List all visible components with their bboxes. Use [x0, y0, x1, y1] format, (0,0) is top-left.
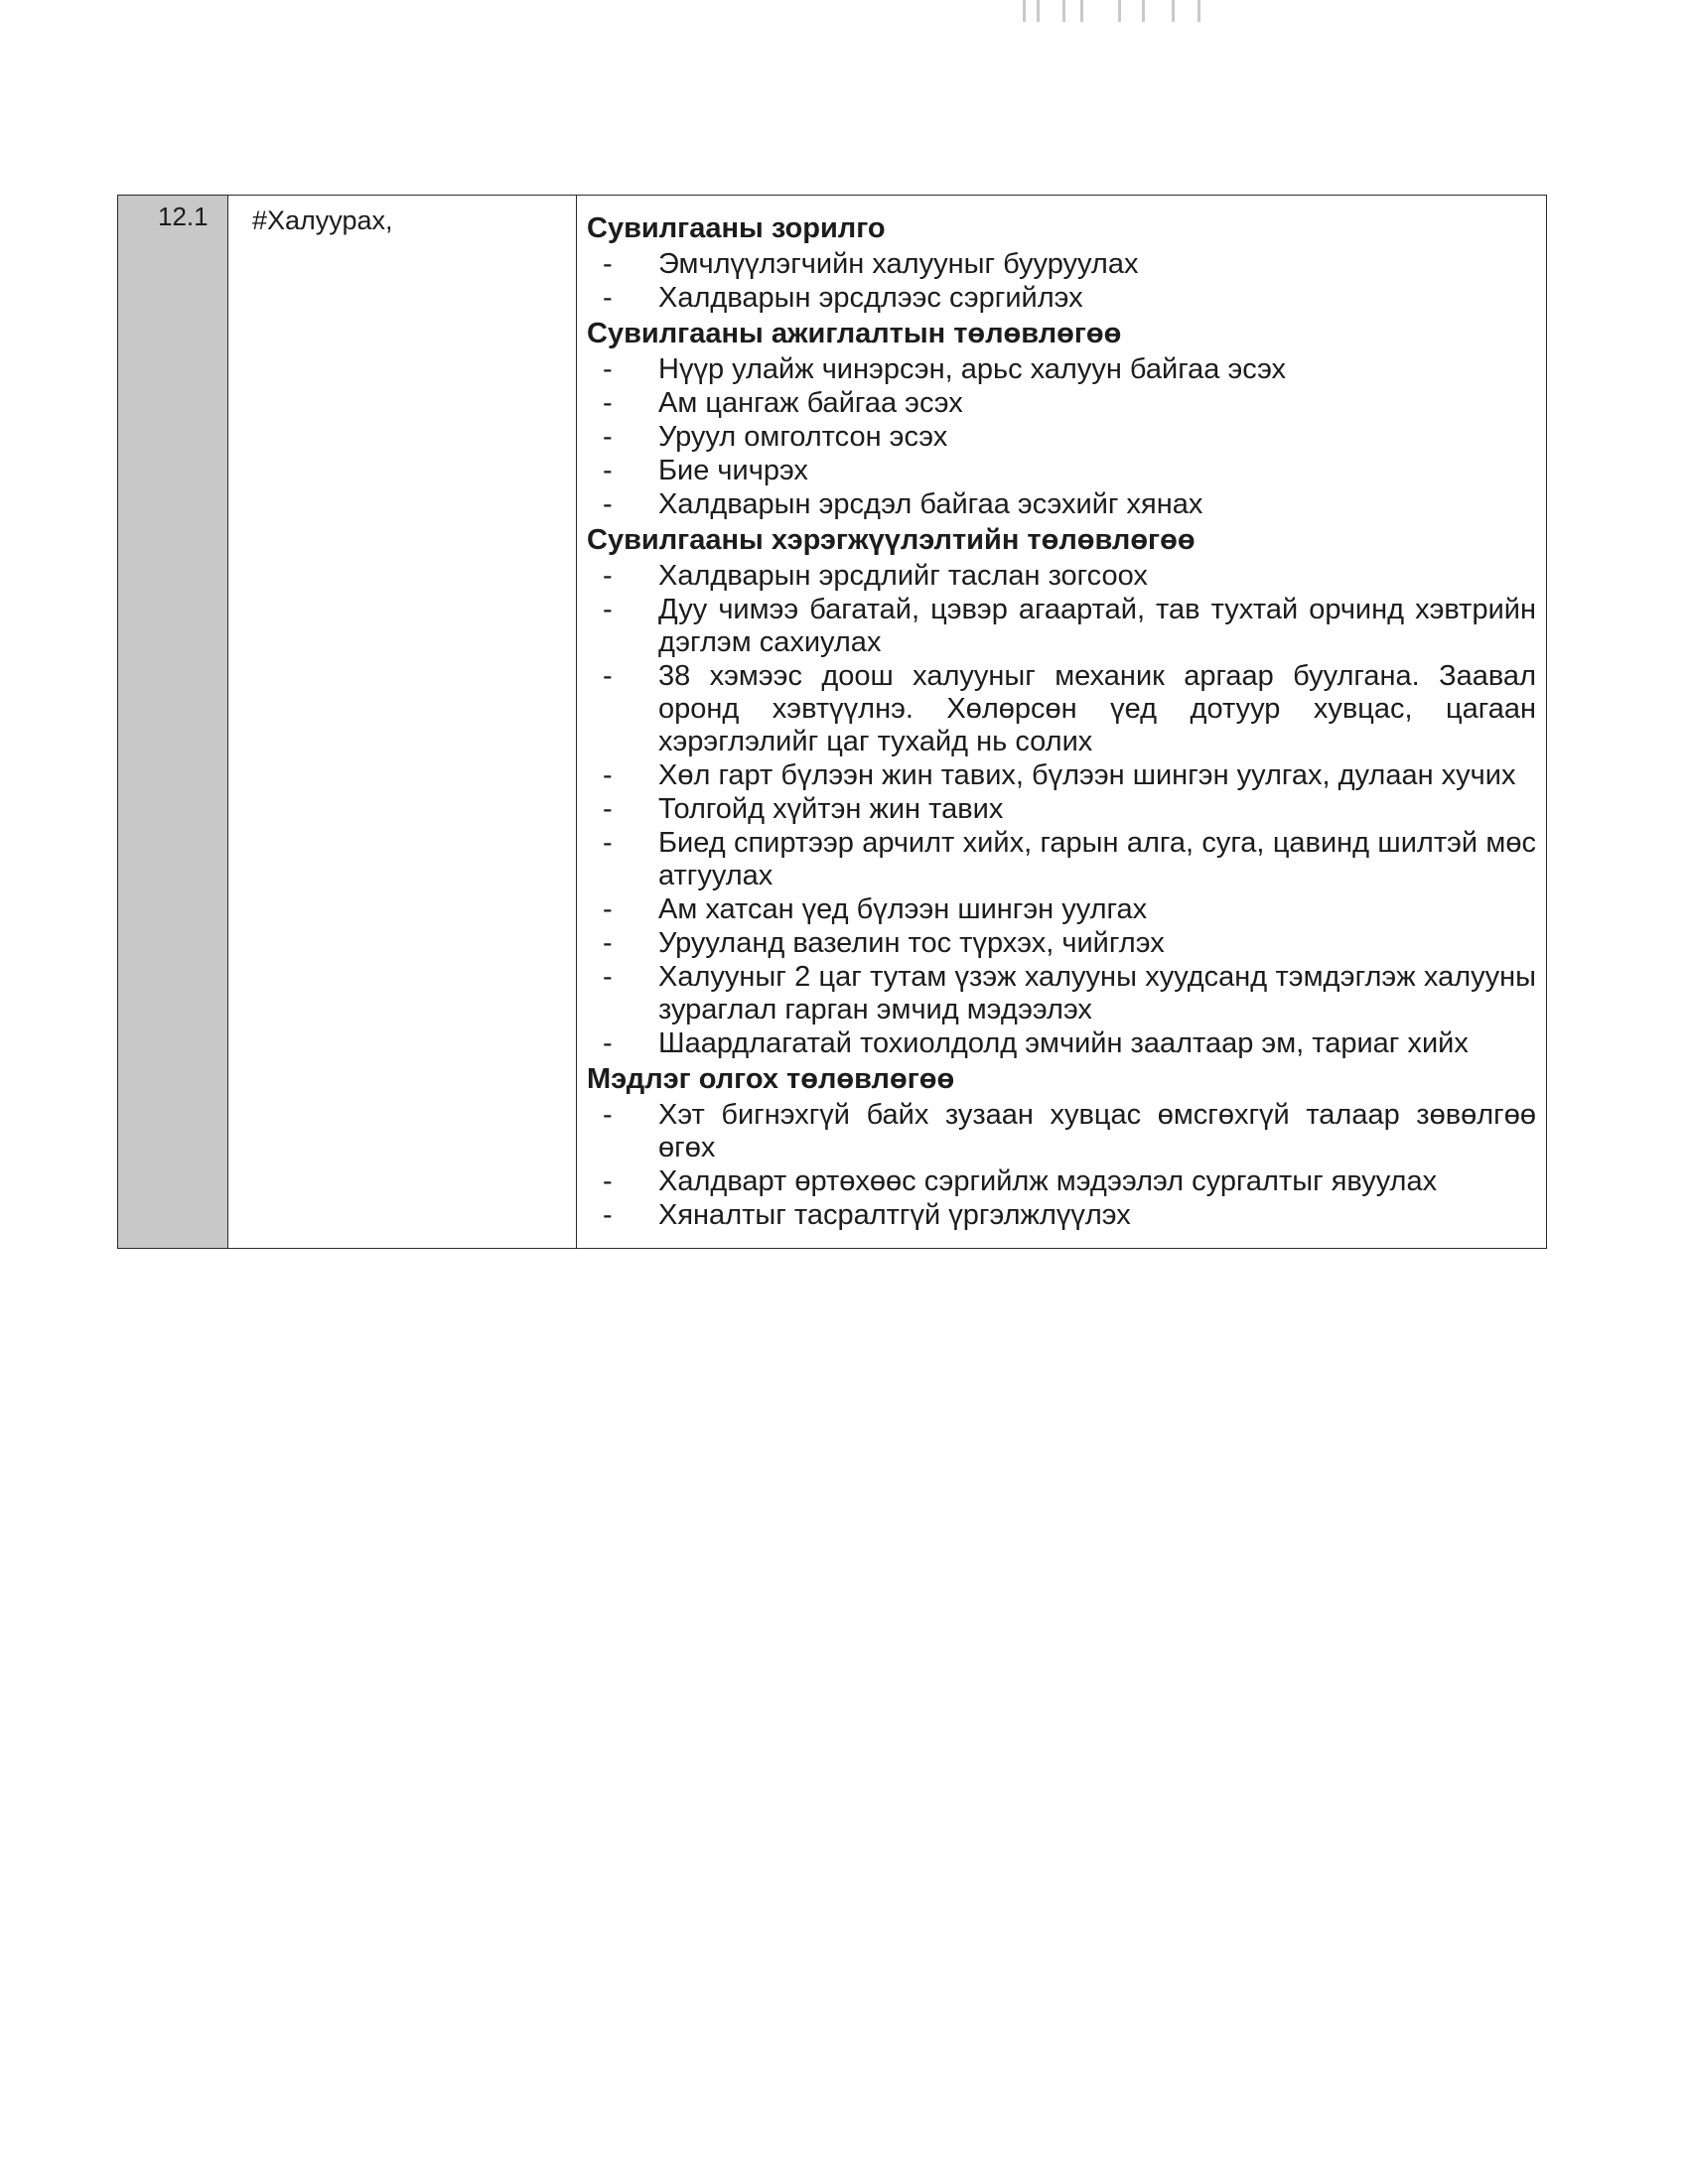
list-item — [587, 660, 1536, 758]
section-title: Мэдлэг олгох төлөвлөгөө — [587, 1063, 955, 1095]
list-item — [587, 488, 1536, 521]
bullet-dash: - — [603, 827, 613, 859]
diagnosis-cell — [228, 196, 577, 1249]
care-plan-table — [117, 195, 1547, 1249]
bullet-dash: - — [603, 1099, 613, 1131]
list-item — [587, 421, 1536, 454]
bullet-dash: - — [603, 387, 613, 419]
bullet-dash: - — [603, 560, 613, 592]
bullet-dash: - — [603, 1165, 613, 1197]
list-item — [587, 1027, 1536, 1060]
list-item — [587, 893, 1536, 926]
list-item — [587, 827, 1536, 892]
list-item — [587, 282, 1536, 315]
bullet-dash: - — [603, 1199, 613, 1231]
bullet-dash: - — [603, 961, 613, 993]
list-item-text: Ам хатсан үед бүлээн шингэн уулгах — [658, 893, 1148, 925]
list-item — [587, 1099, 1536, 1164]
list-item — [587, 1199, 1536, 1232]
row-number-cell — [118, 196, 228, 1249]
list-item-text: Ам цангаж байгаа эсэх — [658, 387, 963, 419]
list-item-text: Эмчлүүлэгчийн халууныг бууруулах — [658, 248, 1139, 280]
list-item-text: Шаардлагатай тохиолдолд эмчийн заалтаар эм, тариаг хийх — [658, 1027, 1469, 1059]
list-item-text: Халдварын эрсдлийг таслан зогсоох — [658, 560, 1148, 592]
bullet-dash: - — [603, 353, 613, 385]
section-title: Сувилгааны ажиглалтын төлөвлөгөө — [587, 318, 1122, 349]
diagnosis-text: #Халуурах, — [252, 205, 393, 235]
list-item-text: Нүүр улайж чинэрсэн, арьс халуун байгаа эсэх — [658, 353, 1287, 385]
list-item — [587, 793, 1536, 826]
list-item — [587, 927, 1536, 960]
table-row — [118, 196, 1547, 1249]
list-item-text: Толгойд хүйтэн жин тавих — [658, 793, 1004, 825]
section-title: Сувилгааны хэрэгжүүлэлтийн төлөвлөгөө — [587, 524, 1196, 556]
bullet-dash: - — [603, 793, 613, 825]
bullet-dash: - — [603, 248, 613, 280]
bullet-dash: - — [603, 759, 613, 791]
plan-content-cell — [577, 196, 1547, 1249]
bullet-dash: - — [603, 282, 613, 314]
section-title: Сувилгааны зорилго — [587, 212, 886, 244]
list-item-text: Уруул омголтсон эсэх — [658, 421, 948, 453]
list-item-text: Хэт бигнэхгүй байх зузаан хувцас өмсгөхгүй талаар зөвөлгөө өгөх — [658, 1099, 1536, 1163]
list-item — [587, 387, 1536, 420]
list-item-text: Хөл гарт бүлээн жин тавих, бүлээн шингэн уулгах, дулаан хучих — [658, 759, 1516, 791]
bullet-dash: - — [603, 927, 613, 959]
list-item-text: Урууланд вазелин тос түрхэх, чийглэх — [658, 927, 1165, 959]
section-list — [587, 353, 1536, 521]
section-list — [587, 248, 1536, 315]
bullet-dash: - — [603, 421, 613, 453]
list-item — [587, 961, 1536, 1026]
bullet-dash: - — [603, 488, 613, 520]
list-item — [587, 455, 1536, 487]
list-item-text: Халууныг 2 цаг тутам үзэж халууны хуудсанд тэмдэглэж халууны зураглал гарган эмчид мэдээлэх — [658, 961, 1536, 1025]
list-item-text: Дуу чимээ багатай, цэвэр агаартай, тав тухтай орчинд хэвтрийн дэглэм сахиулах — [658, 594, 1536, 658]
bullet-dash: - — [603, 594, 613, 625]
list-item-text: Бие чичрэх — [658, 455, 808, 486]
list-item — [587, 248, 1536, 281]
list-item — [587, 759, 1536, 792]
list-item — [587, 594, 1536, 659]
list-item — [587, 353, 1536, 386]
bullet-dash: - — [603, 455, 613, 486]
list-item-text: Халдварт өртөхөөс сэргийлж мэдээлэл сургалтыг явуулах — [658, 1165, 1438, 1197]
row-number: 12.1 — [158, 202, 209, 231]
plan-content — [577, 196, 1546, 1248]
list-item-text: 38 хэмээс доош халууныг механик аргаар буулгана. Заавал оронд хэвтүүлнэ. Хөлөрсөн үед дотуур хувцас, цагаан хэрэглэлийг цаг тухайд нь солих — [658, 660, 1536, 757]
list-item — [587, 560, 1536, 593]
list-item — [587, 1165, 1536, 1198]
bullet-dash: - — [603, 893, 613, 925]
scan-artifact — [1023, 0, 1211, 22]
bullet-dash: - — [603, 660, 613, 692]
bullet-dash: - — [603, 1027, 613, 1059]
list-item-text: Биед спиртээр арчилт хийх, гарын алга, суга, цавинд шилтэй мөс атгуулах — [658, 827, 1536, 891]
list-item-text: Халдварын эрсдлээс сэргийлэх — [658, 282, 1083, 314]
section-list — [587, 1099, 1536, 1232]
section-list — [587, 560, 1536, 1060]
list-item-text: Халдварын эрсдэл байгаа эсэхийг хянах — [658, 488, 1203, 520]
list-item-text: Хяналтыг тасралтгүй үргэлжлүүлэх — [658, 1199, 1131, 1231]
